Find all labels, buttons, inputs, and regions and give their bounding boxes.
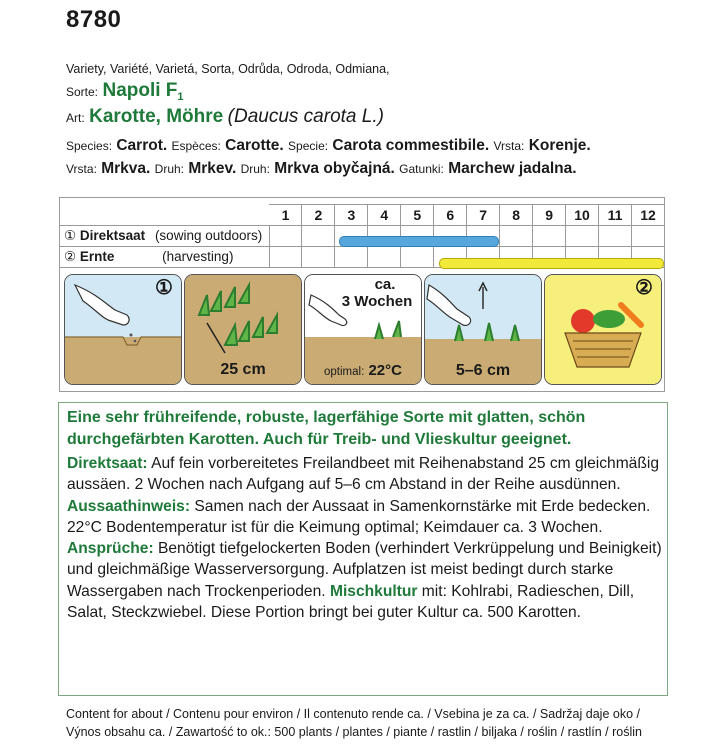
content-line-2: Výnos obsahu ca. / Zawartość to ok.: 500 plants / plantes / piante / rastlin / biljaka / roślin / rastlín / roślin xyxy=(66,725,642,739)
month-header: 11 xyxy=(599,205,632,226)
species-value: Mrkva. xyxy=(101,160,151,177)
species-row xyxy=(66,106,384,128)
requirements-keyword: Ansprüche: xyxy=(67,540,154,558)
species-value: Carotte. xyxy=(225,137,284,154)
month-header: 12 xyxy=(631,205,664,226)
variety-row xyxy=(66,80,184,103)
art-label: Art: xyxy=(66,111,85,125)
month-header: 3 xyxy=(335,205,368,226)
cultivation-instructions xyxy=(67,453,665,623)
month-header: 1 xyxy=(269,205,301,226)
species-value: Mrkva obyčajná. xyxy=(274,160,395,177)
sowing-note-keyword: Aussaathinweis: xyxy=(67,497,191,515)
species-label: Druh: xyxy=(240,162,270,176)
month-header: 8 xyxy=(500,205,533,226)
species-value: Mrkev. xyxy=(188,160,237,177)
species-label: Species: xyxy=(66,139,113,153)
month-header: 4 xyxy=(368,205,401,226)
row-spacing-value: 25 cm xyxy=(220,361,266,378)
species-label: Espèces: xyxy=(171,139,221,153)
sowing-note-text: Samen nach der Aussaat in Samenkornstärke mit Erde bedecken. 22°C Bodentemperatur ist für die Keimung optimal; Keimdauer ca. 3 Wochen. xyxy=(67,497,651,536)
species-translations-2 xyxy=(66,160,577,178)
species-translations-1 xyxy=(66,137,591,155)
sowing-calendar-panel xyxy=(59,197,665,392)
sorte-sub: 1 xyxy=(177,91,184,104)
art-value: Karotte, Möhre xyxy=(89,106,224,127)
germination-temp-row xyxy=(305,362,421,379)
variety-description: Eine sehr frühreifende, robuste, lagerfähige Sorte mit glatten, schön durchgefärbten Karotten. Auch für Treib- und Vlieskultur geeignet. xyxy=(67,409,586,448)
species-label: Druh: xyxy=(154,162,184,176)
thinning-distance: 5–6 cm xyxy=(455,362,511,379)
optimal-label: optimal: xyxy=(324,366,365,378)
companion-planting-text: mit: Kohlrabi, Radieschen, Dill, Salat, Steckzwiebel. Diese Portion bringt bei guter Kultur ca. 500 Karotten. xyxy=(67,582,635,622)
row-label-harvest: ② Ernte (harvesting) xyxy=(60,247,269,268)
thinning-illustration xyxy=(424,274,542,385)
companion-planting-keyword: Mischkultur xyxy=(329,582,418,600)
sowing-illustration xyxy=(64,274,182,385)
optimal-temp: 22°C xyxy=(368,362,402,379)
species-value: Korenje. xyxy=(528,137,591,154)
sorte-value: Napoli F xyxy=(102,80,178,101)
species-value: Marchew jadalna. xyxy=(448,160,577,177)
row-spacing-illustration xyxy=(184,274,302,385)
species-label: Vrsta: xyxy=(66,162,97,176)
harvest-period-bar xyxy=(439,258,665,269)
species-label: Vrsta: xyxy=(493,139,525,153)
sowing-period-bar xyxy=(339,236,499,247)
product-code: 8780 xyxy=(66,6,122,33)
art-latin: (Daucus carota L.) xyxy=(227,106,384,127)
content-amount xyxy=(66,705,666,741)
species-value: Carrot. xyxy=(116,137,168,154)
step-marker-2: ② xyxy=(635,277,653,299)
description-box xyxy=(58,402,668,696)
row-label-sowing: ① Direktsaat (sowing outdoors) xyxy=(60,226,269,247)
germination-duration: 3 Wochen xyxy=(341,293,413,310)
content-line-1: Content for about / Contenu pour environ / Il contenuto rende ca. / Vsebina je za ca. / Sadržaj daje oko / xyxy=(66,707,640,721)
month-header: 2 xyxy=(302,205,335,226)
sorte-label: Sorte: xyxy=(66,85,99,99)
month-header: 7 xyxy=(467,205,500,226)
direct-sowing-text: Auf fein vorbereitetes Freilandbeet mit Reihenabstand 25 cm gleichmäßig aussäen. 2 Wochen nach Aufgang auf 5–6 cm Abstand in der Reihe ausdünnen. xyxy=(67,455,660,494)
requirements-text: Benötigt tiefgelockerten Boden (verhindert Verkrüppelung und Beinigkeit) und gleichmäßige Wasserversorgung. Aufplatzen ist meist bedingt durch starke Wassergaben nach Trockenperioden. xyxy=(67,540,662,600)
species-label: Specie: xyxy=(288,139,329,153)
month-header: 9 xyxy=(533,205,566,226)
month-header: 6 xyxy=(434,205,467,226)
month-header: 10 xyxy=(566,205,599,226)
variety-label: Variety, Variété, Varietá, Sorta, Odrůda, Odroda, Odmiana, xyxy=(66,62,390,76)
species-label: Gatunki: xyxy=(399,162,444,176)
harvest-illustration xyxy=(544,274,662,385)
germination-illustration xyxy=(304,274,422,385)
species-value: Carota commestibile. xyxy=(332,137,490,154)
step-marker-1: ① xyxy=(155,277,173,299)
direct-sowing-keyword: Direktsaat: xyxy=(67,455,148,472)
month-header: 5 xyxy=(401,205,434,226)
germination-ca: ca. xyxy=(374,276,396,293)
